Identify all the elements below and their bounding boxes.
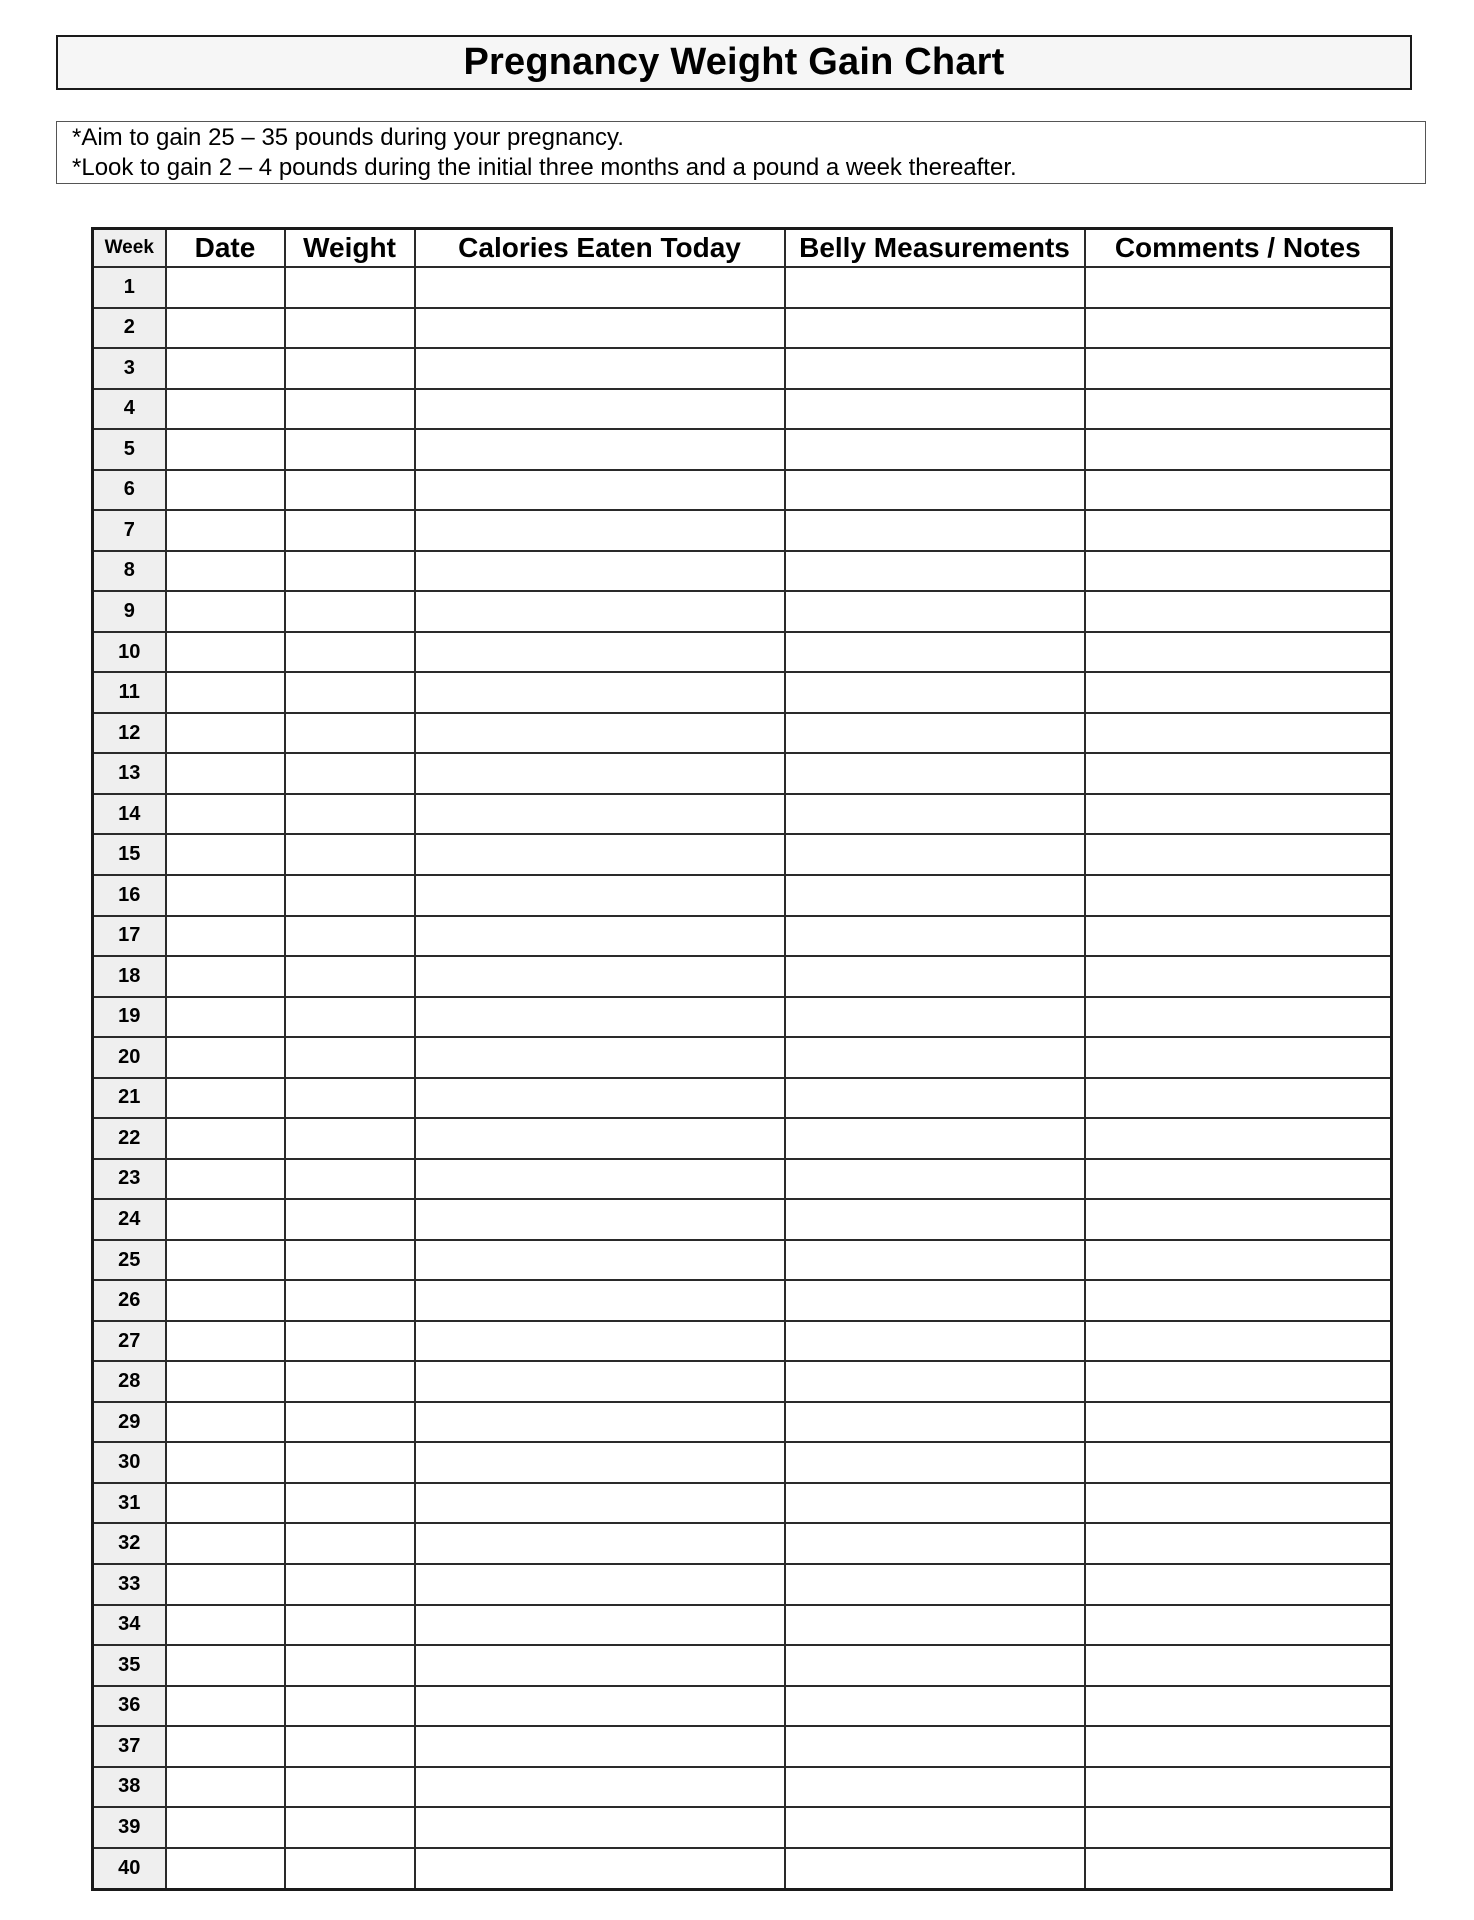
date-entry-cell[interactable]	[166, 834, 285, 875]
weight-entry-cell[interactable]	[285, 1686, 415, 1727]
calories-entry-cell[interactable]	[415, 1321, 785, 1362]
comments-entry-cell[interactable]	[1085, 267, 1392, 308]
calories-entry-cell[interactable]	[415, 753, 785, 794]
table-row	[93, 1361, 1392, 1402]
calories-entry-cell[interactable]	[415, 1118, 785, 1159]
belly-entry-cell[interactable]	[785, 916, 1085, 957]
calories-entry-cell[interactable]	[415, 1078, 785, 1119]
weight-entry-cell[interactable]	[285, 672, 415, 713]
calories-entry-cell[interactable]	[415, 1483, 785, 1524]
belly-entry-cell[interactable]	[785, 348, 1085, 389]
calories-entry-cell[interactable]	[415, 1564, 785, 1605]
comments-entry-cell[interactable]	[1085, 389, 1392, 430]
date-entry-cell[interactable]	[166, 956, 285, 997]
table-row	[93, 713, 1392, 754]
belly-entry-cell[interactable]	[785, 1078, 1085, 1119]
table-row	[93, 875, 1392, 916]
date-entry-cell[interactable]	[166, 1767, 285, 1808]
week-number-cell: 11	[93, 672, 166, 713]
calories-entry-cell[interactable]	[415, 916, 785, 957]
belly-entry-cell[interactable]	[785, 1605, 1085, 1646]
weight-entry-cell[interactable]	[285, 389, 415, 430]
note-line-weight-goal: *Aim to gain 25 – 35 pounds during your pregnancy.	[72, 124, 624, 151]
comments-entry-cell[interactable]	[1085, 997, 1392, 1038]
table-body	[93, 267, 1392, 1890]
weight-entry-cell[interactable]	[285, 510, 415, 551]
week-number-cell: 3	[93, 348, 166, 389]
date-entry-cell[interactable]	[166, 1564, 285, 1605]
table-row	[93, 1767, 1392, 1808]
belly-entry-cell[interactable]	[785, 1483, 1085, 1524]
date-entry-cell[interactable]	[166, 794, 285, 835]
belly-entry-cell[interactable]	[785, 632, 1085, 673]
calories-entry-cell[interactable]	[415, 875, 785, 916]
belly-entry-cell[interactable]	[785, 956, 1085, 997]
table-row	[93, 1605, 1392, 1646]
week-number-cell: 18	[93, 956, 166, 997]
comments-entry-cell[interactable]	[1085, 1645, 1392, 1686]
table-row	[93, 389, 1392, 430]
week-number-cell: 28	[93, 1361, 166, 1402]
date-entry-cell[interactable]	[166, 1686, 285, 1727]
calories-entry-cell[interactable]	[415, 1442, 785, 1483]
calories-entry-cell[interactable]	[415, 591, 785, 632]
week-number-cell: 33	[93, 1564, 166, 1605]
date-entry-cell[interactable]	[166, 672, 285, 713]
week-number-cell: 31	[93, 1483, 166, 1524]
week-number-cell: 40	[93, 1848, 166, 1890]
weight-entry-cell[interactable]	[285, 1402, 415, 1443]
calories-entry-cell[interactable]	[415, 1605, 785, 1646]
date-entry-cell[interactable]	[166, 713, 285, 754]
week-number-cell: 2	[93, 308, 166, 349]
date-entry-cell[interactable]	[166, 997, 285, 1038]
week-number-cell: 4	[93, 389, 166, 430]
date-entry-cell[interactable]	[166, 753, 285, 794]
notes-box	[56, 121, 1426, 184]
calories-entry-cell[interactable]	[415, 1645, 785, 1686]
table-row	[93, 1159, 1392, 1200]
calories-entry-cell[interactable]	[415, 429, 785, 470]
belly-entry-cell[interactable]	[785, 308, 1085, 349]
calories-entry-cell[interactable]	[415, 348, 785, 389]
weight-entry-cell[interactable]	[285, 1078, 415, 1119]
table-row	[93, 794, 1392, 835]
week-number-cell: 34	[93, 1605, 166, 1646]
table-row	[93, 1078, 1392, 1119]
weight-entry-cell[interactable]	[285, 470, 415, 511]
weight-entry-cell[interactable]	[285, 1199, 415, 1240]
belly-entry-cell[interactable]	[785, 429, 1085, 470]
date-entry-cell[interactable]	[166, 1605, 285, 1646]
date-entry-cell[interactable]	[166, 1280, 285, 1321]
belly-entry-cell[interactable]	[785, 1807, 1085, 1848]
belly-entry-cell[interactable]	[785, 470, 1085, 511]
date-entry-cell[interactable]	[166, 1523, 285, 1564]
date-entry-cell[interactable]	[166, 1240, 285, 1281]
comments-entry-cell[interactable]	[1085, 916, 1392, 957]
calories-entry-cell[interactable]	[415, 1199, 785, 1240]
belly-entry-cell[interactable]	[785, 997, 1085, 1038]
date-entry-cell[interactable]	[166, 1199, 285, 1240]
week-number-cell: 32	[93, 1523, 166, 1564]
week-number-cell: 22	[93, 1118, 166, 1159]
weight-entry-cell[interactable]	[285, 1807, 415, 1848]
weight-entry-cell[interactable]	[285, 1280, 415, 1321]
table-row	[93, 1118, 1392, 1159]
calories-entry-cell[interactable]	[415, 267, 785, 308]
belly-entry-cell[interactable]	[785, 875, 1085, 916]
table-row	[93, 510, 1392, 551]
weight-entry-cell[interactable]	[285, 956, 415, 997]
comments-entry-cell[interactable]	[1085, 1848, 1392, 1890]
date-entry-cell[interactable]	[166, 1321, 285, 1362]
calories-entry-cell[interactable]	[415, 1037, 785, 1078]
belly-entry-cell[interactable]	[785, 1442, 1085, 1483]
table-row	[93, 916, 1392, 957]
date-entry-cell[interactable]	[166, 348, 285, 389]
table-row	[93, 267, 1392, 308]
belly-entry-cell[interactable]	[785, 753, 1085, 794]
date-entry-cell[interactable]	[166, 551, 285, 592]
calories-entry-cell[interactable]	[415, 1686, 785, 1727]
calories-entry-cell[interactable]	[415, 510, 785, 551]
table-row	[93, 1726, 1392, 1767]
date-entry-cell[interactable]	[166, 1726, 285, 1767]
belly-entry-cell[interactable]	[785, 1240, 1085, 1281]
week-number-cell: 9	[93, 591, 166, 632]
week-number-cell: 36	[93, 1686, 166, 1727]
comments-entry-cell[interactable]	[1085, 794, 1392, 835]
calories-entry-cell[interactable]	[415, 1807, 785, 1848]
weight-entry-cell[interactable]	[285, 875, 415, 916]
comments-entry-cell[interactable]	[1085, 1564, 1392, 1605]
week-number-cell: 17	[93, 916, 166, 957]
calories-entry-cell[interactable]	[415, 1240, 785, 1281]
weight-entry-cell[interactable]	[285, 1645, 415, 1686]
date-entry-cell[interactable]	[166, 1078, 285, 1119]
table-row	[93, 1199, 1392, 1240]
week-number-cell: 24	[93, 1199, 166, 1240]
calories-entry-cell[interactable]	[415, 1726, 785, 1767]
week-number-cell: 37	[93, 1726, 166, 1767]
table-row	[93, 470, 1392, 511]
comments-entry-cell[interactable]	[1085, 672, 1392, 713]
comments-entry-cell[interactable]	[1085, 1442, 1392, 1483]
title-box	[56, 35, 1412, 90]
week-number-cell: 21	[93, 1078, 166, 1119]
belly-entry-cell[interactable]	[785, 1361, 1085, 1402]
table-row	[93, 1240, 1392, 1281]
table-row	[93, 1442, 1392, 1483]
date-entry-cell[interactable]	[166, 1118, 285, 1159]
column-header-comments: Comments / Notes	[1085, 229, 1392, 268]
week-number-cell: 16	[93, 875, 166, 916]
weight-entry-cell[interactable]	[285, 1523, 415, 1564]
date-entry-cell[interactable]	[166, 267, 285, 308]
comments-entry-cell[interactable]	[1085, 875, 1392, 916]
calories-entry-cell[interactable]	[415, 632, 785, 673]
weight-entry-cell[interactable]	[285, 1442, 415, 1483]
weight-entry-cell[interactable]	[285, 1564, 415, 1605]
belly-entry-cell[interactable]	[785, 510, 1085, 551]
weight-entry-cell[interactable]	[285, 591, 415, 632]
week-number-cell: 39	[93, 1807, 166, 1848]
belly-entry-cell[interactable]	[785, 834, 1085, 875]
comments-entry-cell[interactable]	[1085, 308, 1392, 349]
table-row	[93, 1402, 1392, 1443]
weight-entry-cell[interactable]	[285, 916, 415, 957]
weight-entry-cell[interactable]	[285, 1726, 415, 1767]
calories-entry-cell[interactable]	[415, 997, 785, 1038]
calories-entry-cell[interactable]	[415, 956, 785, 997]
calories-entry-cell[interactable]	[415, 470, 785, 511]
table-row	[93, 348, 1392, 389]
weight-entry-cell[interactable]	[285, 713, 415, 754]
comments-entry-cell[interactable]	[1085, 1199, 1392, 1240]
table-row	[93, 997, 1392, 1038]
table-row	[93, 591, 1392, 632]
comments-entry-cell[interactable]	[1085, 1159, 1392, 1200]
weight-entry-cell[interactable]	[285, 1848, 415, 1890]
date-entry-cell[interactable]	[166, 389, 285, 430]
week-number-cell: 15	[93, 834, 166, 875]
date-entry-cell[interactable]	[166, 1807, 285, 1848]
table-row	[93, 1564, 1392, 1605]
date-entry-cell[interactable]	[166, 1483, 285, 1524]
comments-entry-cell[interactable]	[1085, 429, 1392, 470]
column-header-calories: Calories Eaten Today	[415, 229, 785, 268]
date-entry-cell[interactable]	[166, 1037, 285, 1078]
date-entry-cell[interactable]	[166, 429, 285, 470]
date-entry-cell[interactable]	[166, 632, 285, 673]
comments-entry-cell[interactable]	[1085, 1686, 1392, 1727]
week-number-cell: 30	[93, 1442, 166, 1483]
comments-entry-cell[interactable]	[1085, 1240, 1392, 1281]
date-entry-cell[interactable]	[166, 1645, 285, 1686]
comments-entry-cell[interactable]	[1085, 1078, 1392, 1119]
comments-entry-cell[interactable]	[1085, 956, 1392, 997]
table-row	[93, 834, 1392, 875]
comments-entry-cell[interactable]	[1085, 1118, 1392, 1159]
note-line-weekly-gain: *Look to gain 2 – 4 pounds during the initial three months and a pound a week thereafter.	[72, 154, 1017, 181]
table-row	[93, 1280, 1392, 1321]
comments-entry-cell[interactable]	[1085, 1321, 1392, 1362]
belly-entry-cell[interactable]	[785, 1848, 1085, 1890]
table-row	[93, 753, 1392, 794]
week-number-cell: 12	[93, 713, 166, 754]
comments-entry-cell[interactable]	[1085, 1280, 1392, 1321]
table-row	[93, 1523, 1392, 1564]
comments-entry-cell[interactable]	[1085, 591, 1392, 632]
weight-entry-cell[interactable]	[285, 997, 415, 1038]
week-number-cell: 7	[93, 510, 166, 551]
column-header-week: Week	[93, 229, 166, 268]
comments-entry-cell[interactable]	[1085, 1483, 1392, 1524]
table-header-row	[93, 229, 1392, 268]
weight-entry-cell[interactable]	[285, 429, 415, 470]
calories-entry-cell[interactable]	[415, 713, 785, 754]
belly-entry-cell[interactable]	[785, 1523, 1085, 1564]
comments-entry-cell[interactable]	[1085, 1037, 1392, 1078]
column-header-date: Date	[166, 229, 285, 268]
comments-entry-cell[interactable]	[1085, 348, 1392, 389]
date-entry-cell[interactable]	[166, 510, 285, 551]
belly-entry-cell[interactable]	[785, 551, 1085, 592]
calories-entry-cell[interactable]	[415, 389, 785, 430]
week-number-cell: 26	[93, 1280, 166, 1321]
table-row	[93, 551, 1392, 592]
calories-entry-cell[interactable]	[415, 1361, 785, 1402]
belly-entry-cell[interactable]	[785, 1280, 1085, 1321]
weight-entry-cell[interactable]	[285, 308, 415, 349]
week-number-cell: 13	[93, 753, 166, 794]
calories-entry-cell[interactable]	[415, 1523, 785, 1564]
week-number-cell: 38	[93, 1767, 166, 1808]
weight-entry-cell[interactable]	[285, 1767, 415, 1808]
date-entry-cell[interactable]	[166, 1361, 285, 1402]
table-row	[93, 429, 1392, 470]
table-row	[93, 956, 1392, 997]
comments-entry-cell[interactable]	[1085, 1767, 1392, 1808]
belly-entry-cell[interactable]	[785, 267, 1085, 308]
weight-entry-cell[interactable]	[285, 551, 415, 592]
comments-entry-cell[interactable]	[1085, 753, 1392, 794]
comments-entry-cell[interactable]	[1085, 1523, 1392, 1564]
date-entry-cell[interactable]	[166, 1159, 285, 1200]
date-entry-cell[interactable]	[166, 308, 285, 349]
comments-entry-cell[interactable]	[1085, 632, 1392, 673]
belly-entry-cell[interactable]	[785, 1199, 1085, 1240]
calories-entry-cell[interactable]	[415, 834, 785, 875]
belly-entry-cell[interactable]	[785, 1645, 1085, 1686]
calories-entry-cell[interactable]	[415, 1848, 785, 1890]
week-number-cell: 27	[93, 1321, 166, 1362]
week-number-cell: 1	[93, 267, 166, 308]
belly-entry-cell[interactable]	[785, 591, 1085, 632]
belly-entry-cell[interactable]	[785, 794, 1085, 835]
weight-entry-cell[interactable]	[285, 1483, 415, 1524]
table-row	[93, 308, 1392, 349]
belly-entry-cell[interactable]	[785, 672, 1085, 713]
belly-entry-cell[interactable]	[785, 389, 1085, 430]
week-number-cell: 10	[93, 632, 166, 673]
calories-entry-cell[interactable]	[415, 794, 785, 835]
belly-entry-cell[interactable]	[785, 1686, 1085, 1727]
belly-entry-cell[interactable]	[785, 1037, 1085, 1078]
calories-entry-cell[interactable]	[415, 1402, 785, 1443]
comments-entry-cell[interactable]	[1085, 1726, 1392, 1767]
calories-entry-cell[interactable]	[415, 1159, 785, 1200]
week-number-cell: 8	[93, 551, 166, 592]
calories-entry-cell[interactable]	[415, 1767, 785, 1808]
weight-entry-cell[interactable]	[285, 753, 415, 794]
week-number-cell: 25	[93, 1240, 166, 1281]
column-header-weight: Weight	[285, 229, 415, 268]
comments-entry-cell[interactable]	[1085, 1605, 1392, 1646]
weight-entry-cell[interactable]	[285, 632, 415, 673]
week-number-cell: 35	[93, 1645, 166, 1686]
comments-entry-cell[interactable]	[1085, 834, 1392, 875]
table-row	[93, 1037, 1392, 1078]
week-number-cell: 20	[93, 1037, 166, 1078]
table-row	[93, 1483, 1392, 1524]
comments-entry-cell[interactable]	[1085, 470, 1392, 511]
week-number-cell: 5	[93, 429, 166, 470]
belly-entry-cell[interactable]	[785, 1118, 1085, 1159]
date-entry-cell[interactable]	[166, 1442, 285, 1483]
weight-entry-cell[interactable]	[285, 1240, 415, 1281]
weight-entry-cell[interactable]	[285, 834, 415, 875]
weight-entry-cell[interactable]	[285, 267, 415, 308]
date-entry-cell[interactable]	[166, 875, 285, 916]
week-number-cell: 23	[93, 1159, 166, 1200]
date-entry-cell[interactable]	[166, 1402, 285, 1443]
belly-entry-cell[interactable]	[785, 1402, 1085, 1443]
table-row	[93, 1807, 1392, 1848]
date-entry-cell[interactable]	[166, 591, 285, 632]
date-entry-cell[interactable]	[166, 470, 285, 511]
weight-entry-cell[interactable]	[285, 1118, 415, 1159]
comments-entry-cell[interactable]	[1085, 713, 1392, 754]
calories-entry-cell[interactable]	[415, 672, 785, 713]
table-row	[93, 672, 1392, 713]
calories-entry-cell[interactable]	[415, 1280, 785, 1321]
comments-entry-cell[interactable]	[1085, 510, 1392, 551]
weight-entry-cell[interactable]	[285, 1159, 415, 1200]
comments-entry-cell[interactable]	[1085, 1402, 1392, 1443]
weight-entry-cell[interactable]	[285, 1361, 415, 1402]
belly-entry-cell[interactable]	[785, 1159, 1085, 1200]
calories-entry-cell[interactable]	[415, 551, 785, 592]
comments-entry-cell[interactable]	[1085, 1361, 1392, 1402]
comments-entry-cell[interactable]	[1085, 1807, 1392, 1848]
belly-entry-cell[interactable]	[785, 713, 1085, 754]
comments-entry-cell[interactable]	[1085, 551, 1392, 592]
calories-entry-cell[interactable]	[415, 308, 785, 349]
belly-entry-cell[interactable]	[785, 1564, 1085, 1605]
date-entry-cell[interactable]	[166, 1848, 285, 1890]
weight-entry-cell[interactable]	[285, 348, 415, 389]
table-row	[93, 1848, 1392, 1890]
week-number-cell: 14	[93, 794, 166, 835]
week-number-cell: 19	[93, 997, 166, 1038]
table-row	[93, 1686, 1392, 1727]
weight-entry-cell[interactable]	[285, 794, 415, 835]
page-title: Pregnancy Weight Gain Chart	[463, 41, 1005, 83]
column-header-belly: Belly Measurements	[785, 229, 1085, 268]
weight-entry-cell[interactable]	[285, 1321, 415, 1362]
belly-entry-cell[interactable]	[785, 1767, 1085, 1808]
belly-entry-cell[interactable]	[785, 1726, 1085, 1767]
weight-entry-cell[interactable]	[285, 1037, 415, 1078]
week-number-cell: 6	[93, 470, 166, 511]
belly-entry-cell[interactable]	[785, 1321, 1085, 1362]
weight-log-table	[91, 227, 1393, 1891]
table-row	[93, 1645, 1392, 1686]
weight-entry-cell[interactable]	[285, 1605, 415, 1646]
table-row	[93, 1321, 1392, 1362]
date-entry-cell[interactable]	[166, 916, 285, 957]
week-number-cell: 29	[93, 1402, 166, 1443]
table-row	[93, 632, 1392, 673]
